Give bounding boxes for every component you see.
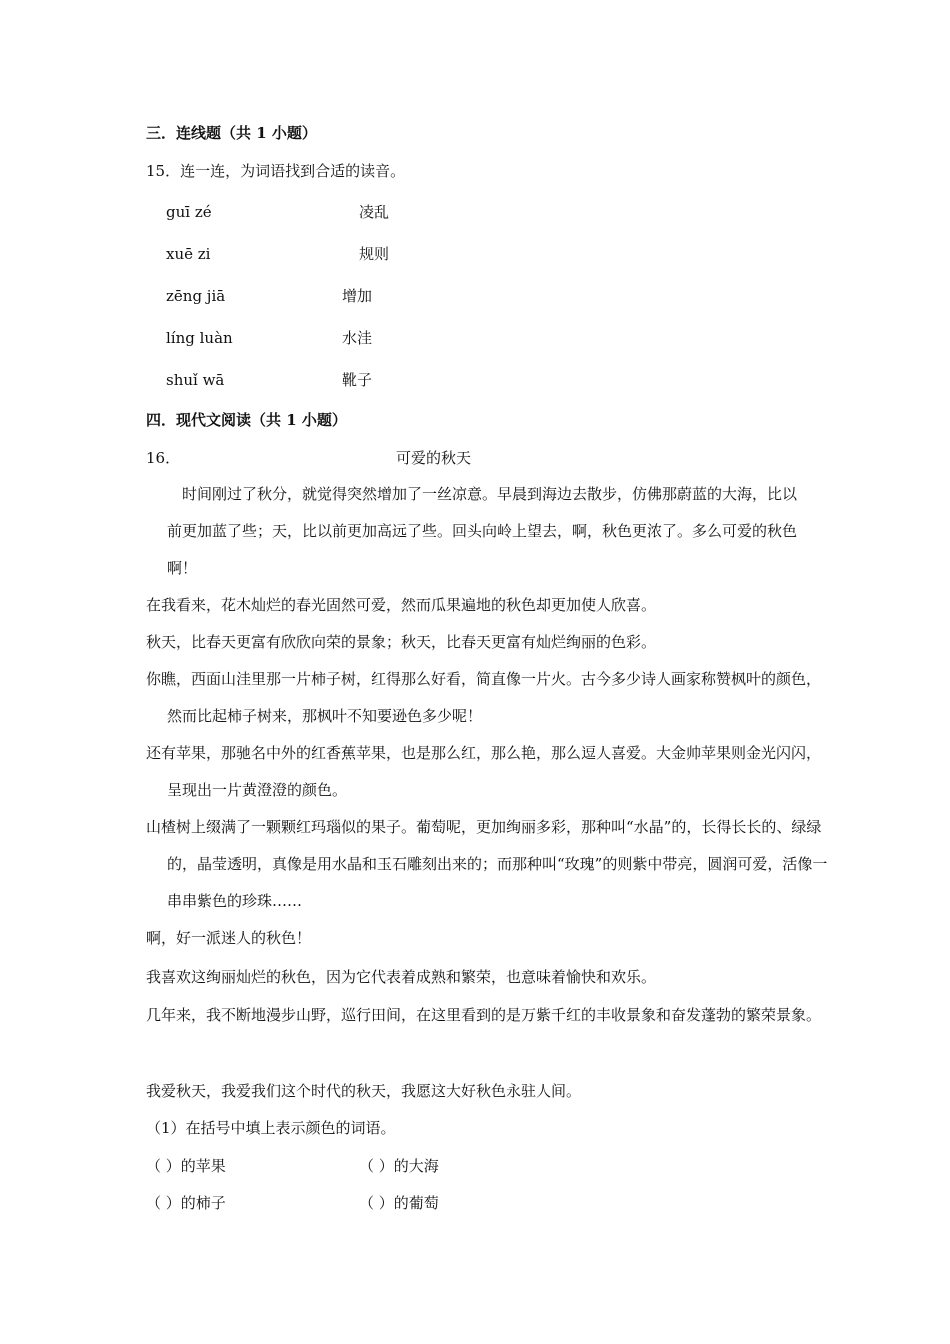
passage-paragraph: 几年来，我不断地漫步山野，巡行田间，在这里看到的是万紫千红的丰收景象和奋发蓬勃的繁荣景象。	[146, 1006, 822, 1024]
word-item: 靴子	[342, 371, 373, 389]
word-item: 规则	[359, 245, 390, 263]
pinyin-item: guī zé	[166, 203, 212, 221]
passage-title: 可爱的秋天	[396, 449, 472, 467]
passage-paragraph: 在我看来，花木灿烂的春光固然可爱，然而瓜果遍地的秋色却更加使人欣喜。	[146, 596, 657, 614]
passage-paragraph: 还有苹果，那驰名中外的红香蕉苹果，也是那么红，那么艳，那么逗人喜爱。大金帅苹果则金光闪闪，呈现出一片黄澄澄的颜色。	[146, 744, 822, 799]
passage-paragraph: 你瞧，西面山洼里那一片柿子树，红得那么好看，简直像一片火。古今多少诗人画家称赞枫叶的颜色，然而比起柿子树来，那枫叶不知要逊色多少呢！	[146, 670, 822, 725]
fill-blank-item: （ ）的苹果	[146, 1157, 226, 1175]
passage-paragraph: 山楂树上缀满了一颗颗红玛瑙似的果子。葡萄呢，更加绚丽多彩，那种叫“水晶”的，长得长长的、绿绿的，晶莹透明，真像是用水晶和玉石雕刻出来的；而那种叫“玫瑰”的则紫中带亮，圆润可爱，活像一串串紫色的珍珠……	[146, 818, 828, 910]
passage-paragraph: 我爱秋天，我爱我们这个时代的秋天，我愿这大好秋色永驻人间。	[146, 1082, 582, 1100]
word-item: 增加	[342, 287, 373, 305]
pinyin-item: xuē zi	[166, 245, 211, 263]
fill-blank-item: （ ）的葡萄	[359, 1194, 439, 1212]
fill-blank-item: （ ）的大海	[359, 1157, 439, 1175]
sub-question-1-prompt: （1）在括号中填上表示颜色的词语。	[146, 1119, 396, 1137]
passage-paragraph: 啊，好一派迷人的秋色！	[146, 929, 312, 947]
fill-blank-item: （ ）的柿子	[146, 1194, 226, 1212]
passage-paragraph: 秋天，比春天更富有欣欣向荣的景象；秋天，比春天更富有灿烂绚丽的色彩。	[146, 633, 657, 651]
passage-paragraph: 时间刚过了秋分，就觉得突然增加了一丝凉意。早晨到海边去散步，仿佛那蔚蓝的大海，比以前更加蓝了些；天，比以前更加高远了些。回头向岭上望去，啊，秋色更浓了。多么可爱的秋色啊！	[167, 485, 798, 577]
word-item: 凌乱	[359, 203, 390, 221]
pinyin-item: shuǐ wā	[166, 371, 225, 389]
pinyin-item: zēng jiā	[166, 287, 226, 305]
pinyin-item: líng luàn	[166, 329, 233, 347]
section-heading-4: 四．现代文阅读（共 1 小题）	[146, 411, 347, 429]
passage-paragraph: 我喜欢这绚丽灿烂的秋色，因为它代表着成熟和繁荣，也意味着愉快和欢乐。	[146, 968, 657, 986]
section-heading-3: 三．连线题（共 1 小题）	[146, 124, 317, 142]
word-item: 水洼	[342, 329, 373, 347]
question-15-prompt: 15．连一连，为词语找到合适的读音。	[146, 162, 406, 180]
question-16-number: 16．	[146, 449, 181, 467]
